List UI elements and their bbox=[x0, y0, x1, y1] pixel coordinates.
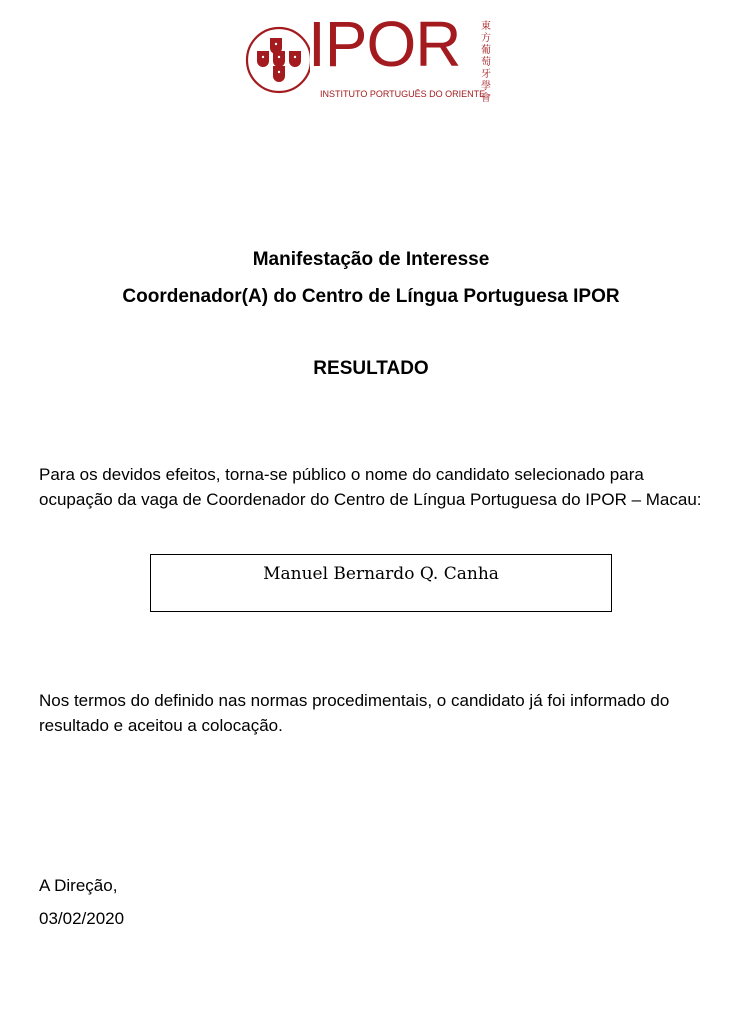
candidate-name-box bbox=[150, 554, 612, 612]
announcement-paragraph: Para os devidos efeitos, torna-se público o nome do candidato selecionado para ocupação da vaga de Coordenador do Centro de Língua Portuguesa do IPOR – Macau: bbox=[39, 465, 702, 509]
result-heading: RESULTADO bbox=[313, 358, 429, 379]
ipor-logo bbox=[244, 8, 496, 104]
acceptance-paragraph: Nos termos do definido nas normas procedimentais, o candidato já foi informado do resultado e aceitou a colocação. bbox=[39, 691, 670, 735]
document-date: 03/02/2020 bbox=[39, 909, 125, 928]
candidate-name: Manuel Bernardo Q. Canha bbox=[263, 564, 499, 584]
document-title: Manifestação de Interesse bbox=[252, 249, 490, 270]
logo-wordmark: IPOR bbox=[308, 8, 461, 80]
signature-line: A Direção, bbox=[39, 876, 118, 895]
logo-chinese-name: 東方葡萄牙學會 bbox=[481, 21, 491, 104]
logo-subtitle: INSTITUTO PORTUGUÊS DO ORIENTE bbox=[320, 89, 486, 99]
document-subtitle: Coordenador(A) do Centro de Língua Portuguesa IPOR bbox=[122, 286, 620, 307]
shield-emblem-icon bbox=[244, 18, 310, 102]
